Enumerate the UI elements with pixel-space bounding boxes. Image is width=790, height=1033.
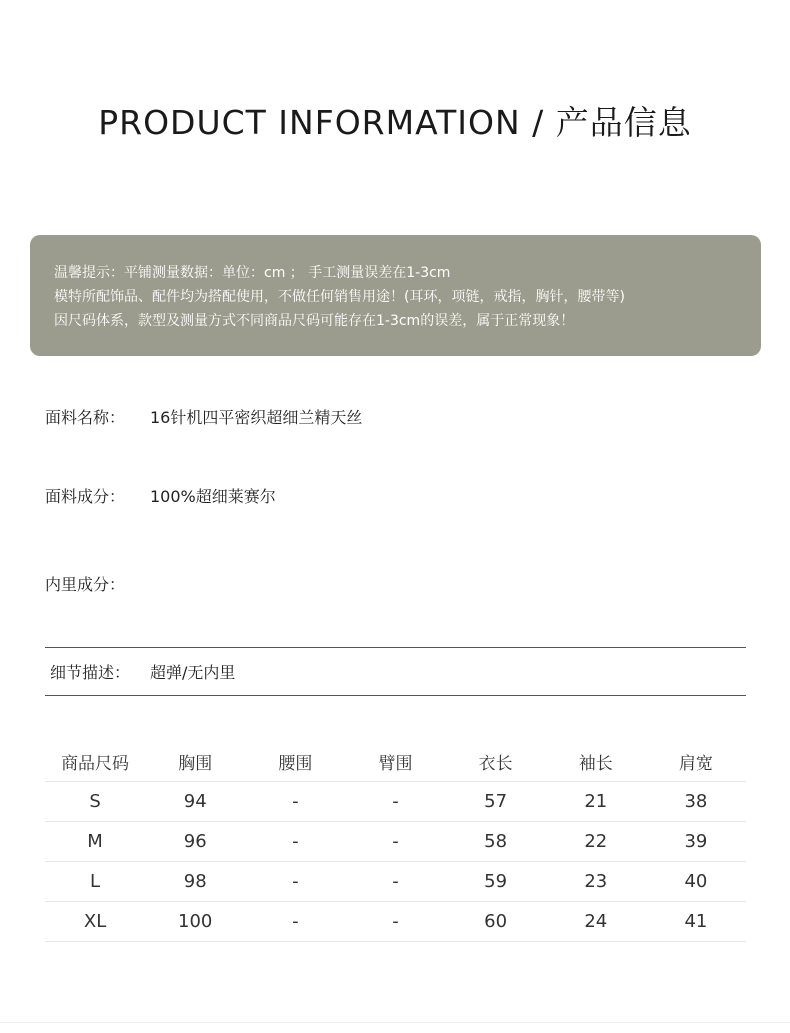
table-row (45, 902, 746, 942)
size-table (45, 742, 746, 942)
page-title: PRODUCT INFORMATION / 产品信息 (98, 103, 692, 142)
cell-waist: - (245, 862, 345, 902)
details-row (50, 660, 235, 683)
cell-length: 59 (446, 862, 546, 902)
fabric-name-row (45, 405, 362, 428)
cell-bust: 98 (145, 862, 245, 902)
cell-bust: 100 (145, 902, 245, 942)
cell-sleeve: 23 (546, 862, 646, 902)
cell-shoulder: 40 (646, 862, 746, 902)
cell-arm: - (345, 782, 445, 822)
cell-sleeve: 22 (546, 822, 646, 862)
lining-composition-label: 内里成分： (45, 575, 126, 594)
cell-waist: - (245, 782, 345, 822)
divider (45, 647, 746, 648)
fabric-composition-value: 100%超细莱赛尔 (150, 487, 276, 506)
cell-shoulder: 38 (646, 782, 746, 822)
header-sleeve: 袖长 (546, 742, 646, 782)
cell-arm: - (345, 822, 445, 862)
fabric-composition-row (45, 484, 276, 507)
cell-waist: - (245, 822, 345, 862)
cell-waist: - (245, 902, 345, 942)
notice-line: 温馨提示：平铺测量数据：单位：cm ； 手工测量误差在1-3cm (54, 265, 451, 281)
divider (45, 695, 746, 696)
header-length: 衣长 (446, 742, 546, 782)
cell-bust: 94 (145, 782, 245, 822)
table-row (45, 822, 746, 862)
notice-line: 模特所配饰品、配件均为搭配使用，不做任何销售用途！(耳环，项链，戒指，胸针，腰带等) (54, 289, 625, 305)
cell-size: M (45, 822, 145, 862)
table-row (45, 782, 746, 822)
cell-size: L (45, 862, 145, 902)
notice-box (30, 235, 761, 356)
cell-arm: - (345, 862, 445, 902)
lining-composition-row (45, 572, 150, 595)
size-table-header (45, 742, 746, 782)
cell-shoulder: 41 (646, 902, 746, 942)
table-row (45, 862, 746, 902)
cell-length: 60 (446, 902, 546, 942)
cell-length: 57 (446, 782, 546, 822)
cell-bust: 96 (145, 822, 245, 862)
details-value: 超弹/无内里 (150, 663, 236, 682)
header-size: 商品尺码 (45, 742, 145, 782)
fabric-name-value: 16针机四平密织超细兰精天丝 (150, 408, 363, 427)
cell-arm: - (345, 902, 445, 942)
cell-sleeve: 21 (546, 782, 646, 822)
cell-length: 58 (446, 822, 546, 862)
cell-size: XL (45, 902, 145, 942)
cell-shoulder: 39 (646, 822, 746, 862)
header-arm: 臂围 (345, 742, 445, 782)
header-waist: 腰围 (245, 742, 345, 782)
cell-sleeve: 24 (546, 902, 646, 942)
header-bust: 胸围 (145, 742, 245, 782)
cell-size: S (45, 782, 145, 822)
header-shoulder: 肩宽 (646, 742, 746, 782)
notice-line: 因尺码体系，款型及测量方式不同商品尺码可能存在1-3cm的误差，属于正常现象！ (54, 313, 575, 329)
details-label: 细节描述： (50, 663, 131, 682)
footer-divider (0, 1022, 790, 1023)
fabric-name-label: 面料名称： (45, 408, 126, 427)
fabric-composition-label: 面料成分： (45, 487, 126, 506)
